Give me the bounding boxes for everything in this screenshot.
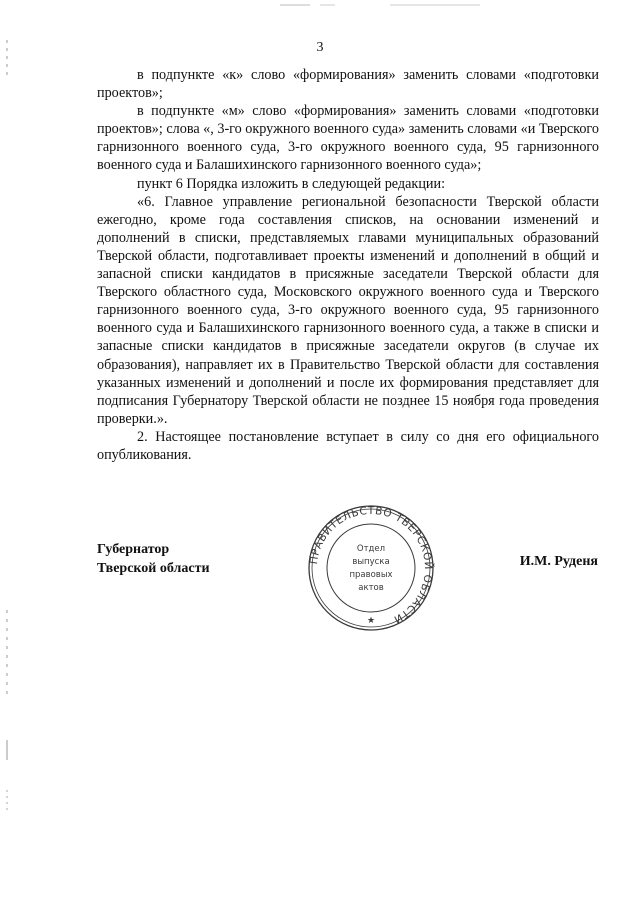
paragraph: в подпункте «м» слово «формирования» заменить словами «подготовки проектов»; слова «, 3-го окружного военного суда» заменить словами «и Тверского гарнизонного военного суда, 3-го окружного военного суда, 95 гарнизонного военного суда и Балашихинского гарнизонного военного суда»; xyxy=(97,103,599,174)
paragraph: «6. Главное управление региональной безопасности Тверской области ежегодно, кроме года составления списков, на основании изменений и дополнений в списки, представляемых главами муниципальных образований Тверской области, подготавливает проекты изменений и дополнений в общий и запасной списки кандидатов в присяжные заседатели Тверской области для Тверского областного суда, Московского окружного военного суда и Тверского гарнизонного военного суда, 3-го окружного военного суда, 95 гарнизонного военного суда и Балашихинского гарнизонного военного суда, а также в списки и запасные списки кандидатов в присяжные заседатели округов (в случае их образования), направляет их в Правительство Тверской области для составления указанных изменений и дополнений и после их формирования представляет для подписания Губернатору Тверской области не позднее 15 ноября года проведения проверки.». xyxy=(97,193,599,427)
seal-star-icon: ★ xyxy=(366,616,376,626)
signatory-title-line: Губернатор xyxy=(97,542,170,557)
signatory-title xyxy=(97,540,210,578)
binding-margin-marks xyxy=(6,0,8,905)
official-seal xyxy=(306,503,436,633)
paragraph: пункт 6 Порядка изложить в следующей редакции: xyxy=(137,175,446,192)
seal-line: правовых xyxy=(349,570,393,580)
paragraph: в подпункте «к» слово «формирования» заменить словами «подготовки проектов»; xyxy=(97,67,599,102)
seal-ring-textpath: ПРАВИТЕЛЬСТВО ТВЕРСКОЙ ОБЛАСТИ xyxy=(308,504,435,626)
document-body xyxy=(97,66,599,464)
signatory-title-line: Тверской области xyxy=(97,561,210,576)
signatory-name: И.М. Руденя xyxy=(519,554,598,569)
page-number: 3 xyxy=(316,40,324,55)
seal-line: актов xyxy=(358,583,384,593)
seal-line: выпуска xyxy=(352,557,390,567)
seal-line: Отдел xyxy=(356,544,386,554)
paragraph: 2. Настоящее постановление вступает в силу со дня его официального опубликования. xyxy=(97,428,599,463)
scan-artifact-marks xyxy=(280,4,500,7)
